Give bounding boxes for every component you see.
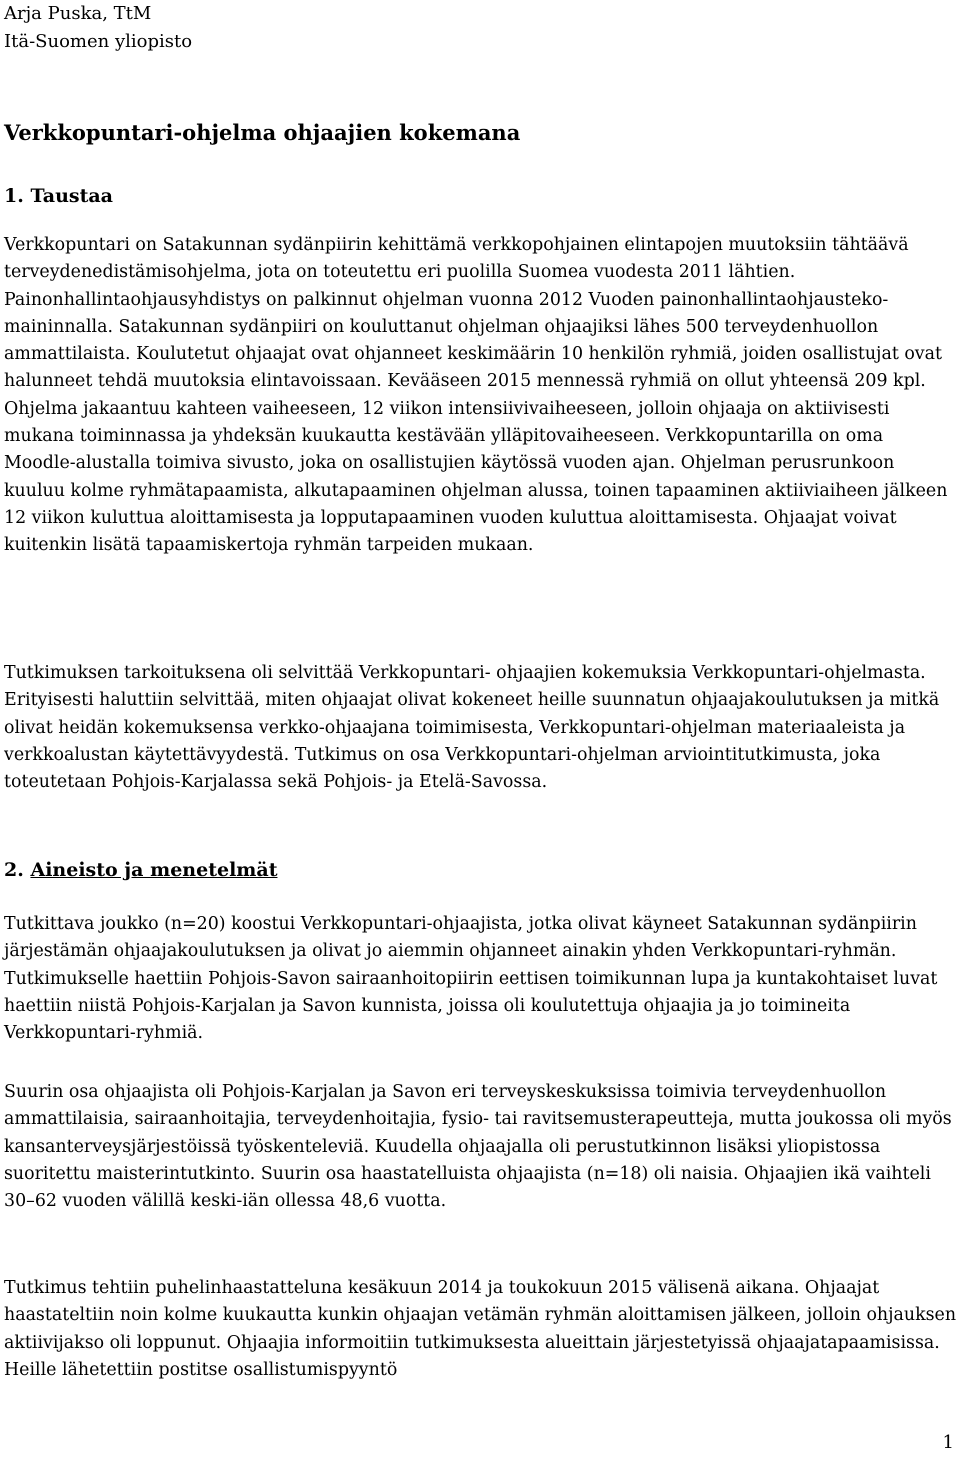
document-title: Verkkopuntari-ohjelma ohjaajien kokemana <box>4 120 521 145</box>
section-heading-aineisto <box>4 856 277 884</box>
paragraph-research-aim: Tutkimuksen tarkoituksena oli selvittää Verkkopuntari- ohjaajien kokemuksia Verkkopuntari-ohjelmasta. Erityisesti haluttiin selvittää, miten ohjaajat olivat kokeneet heille suunnatun ohjaajakoulutuksen ja mitkä olivat heidän kokemuksensa verkko-ohjaajana toimimisesta, Verkkopuntari-ohjelman materiaaleista ja verkkoalustan käytettävyydestä. Tutkimus on osa Verkkopuntari-ohjelman arviointitutkimusta, joka toteutetaan Pohjois-Karjalassa sekä Pohjois- ja Etelä-Savossa. <box>4 663 940 793</box>
author-affiliation: Itä-Suomen yliopisto <box>4 31 193 52</box>
author-block <box>4 0 192 56</box>
paragraph-study-group: Tutkittava joukko (n=20) koostui Verkkopuntari-ohjaajista, jotka olivat käyneet Satakunnan sydänpiirin järjestämän ohjaajakoulutuksen ja olivat jo aiemmin ohjanneet ainakin yhden Verkkopuntari-ryhmän. Tutkimukselle haettiin Pohjois-Savon sairaanhoitopiirin eettisen toimikunnan lupa ja kuntakohtaiset luvat haettiin niistä Pohjois-Karjalan ja Savon kunnista, joissa oli koulutettuja ohjaajia ja jo toimineita Verkkopuntari-ryhmiä. <box>4 914 938 1044</box>
paragraph-participants: Suurin osa ohjaajista oli Pohjois-Karjalan ja Savon eri terveyskeskuksissa toimivia terveydenhuollon ammattilaisia, sairaanhoitajia, terveydenhoitajia, fysio- tai ravitsemusterapeutteja, mutta joukossa oli myös kansanterveysjärjestöissä työskenteleviä. Kuudella ohjaajalla oli perustutkinnon lisäksi yliopistossa suoritettu maisterintutkinto. Suurin osa haastatelluista ohjaajista (n=18) oli naisia. Ohjaajien ikä vaihteli 30–62 vuoden välillä keski-iän ollessa 48,6 vuotta. <box>4 1082 952 1212</box>
section-heading-text: Aineisto ja menetelmät <box>30 859 278 881</box>
author-name: Arja Puska, TtM <box>4 3 152 24</box>
paragraph-methods: Tutkimus tehtiin puhelinhaastatteluna kesäkuun 2014 ja toukokuun 2015 välisenä aikana. Ohjaajat haastateltiin noin kolme kuukautta kunkin ohjaajan vetämän ryhmän aloittamisen jälkeen, jolloin ohjauksen aktiivijakso oli loppunut. Ohjaajia informoitiin tutkimuksesta alueittain järjestetyissä ohjaajatapaamisissa. Heille lähetettiin postitse osallistumispyyntö <box>4 1278 957 1380</box>
section-heading-taustaa: 1. Taustaa <box>4 185 113 207</box>
paragraph-background: Verkkopuntari on Satakunnan sydänpiirin kehittämä verkkopohjainen elintapojen muutoksiin tähtäävä terveydenedistämisohjelma, jota on toteutettu eri puolilla Suomea vuodesta 2011 lähtien. Painonhallintaohjausyhdistys on palkinnut ohjelman vuonna 2012 Vuoden painonhallintaohjausteko-maininnalla. Satakunnan sydänpiiri on kouluttanut ohjelman ohjaajiksi lähes 500 terveydenhuollon ammattilaista. Koulutetut ohjaajat ovat ohjanneet keskimäärin 10 henkilön ryhmiä, joiden osallistujat ovat halunneet tehdä muutoksia elintavoissaan. Kevääseen 2015 mennessä ryhmiä on ollut yhteensä 209 kpl. Ohjelma jakaantuu kahteen vaiheeseen, 12 viikon intensiivivaiheeseen, jolloin ohjaaja on aktiivisesti mukana toiminnassa ja yhdeksän kuukautta kestävään ylläpitovaiheeseen. Verkkopuntarilla on oma Moodle-alustalla toimiva sivusto, joka on osallistujien käytössä vuoden ajan. Ohjelman perusrunkoon kuuluu kolme ryhmätapaamista, alkutapaaminen ohjelman alussa, toinen tapaaminen aktiiviaiheen jälkeen 12 viikon kuluttua aloittamisesta ja lopputapaaminen vuoden kuluttua aloittamisesta. Ohjaajat voivat kuitenkin lisätä tapaamiskertoja ryhmän tarpeiden mukaan. <box>4 235 948 556</box>
page-number: 1 <box>942 1432 954 1453</box>
section-heading-number: 2. <box>4 859 24 881</box>
